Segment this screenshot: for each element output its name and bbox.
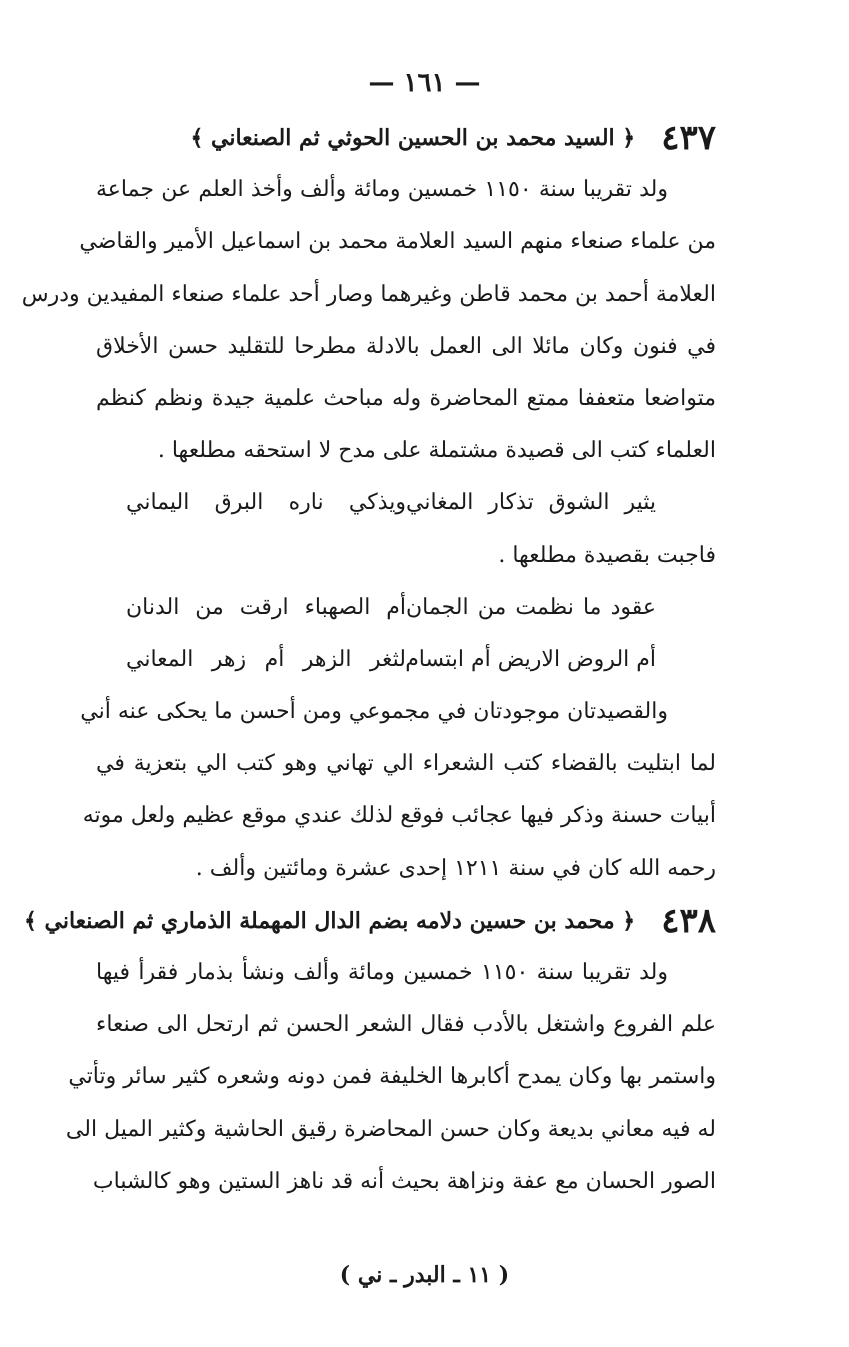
text-line: والقصيدتان موجودتان في مجموعي ومن أحسن ما يحكى عنه أني	[80, 699, 668, 725]
verse-hemistich-first: عقود ما نظمت من الجمان	[406, 594, 656, 620]
signature-mark: ( ١١ ـ البدر ـ ني )	[339, 1262, 510, 1288]
verse-hemistich-second: لثغر الزهر أم زهر المعاني	[126, 646, 406, 672]
verse-hemistich-first: أم الروض الاريض أم ابتسام	[405, 646, 656, 672]
text-line: ولد تقريبا سنة ١١٥٠ خمسين ومائة وألف وأخذ العلم عن جماعة	[96, 177, 668, 203]
text-line: فاجبت بقصيدة مطلعها .	[498, 542, 716, 568]
verse-hemistich-second: ويذكي ناره البرق اليماني	[126, 490, 406, 516]
verse-line	[96, 477, 716, 529]
text-line: في فنون وكان مائلا الى العمل بالادلة مطرحا للتقليد حسن الأخلاق	[96, 333, 716, 359]
entry-437-heading: ﴿ السيد محمد بن الحسين الحوثي ثم الصنعاني ﴾	[190, 125, 636, 151]
text-line: علم الفروع واشتغل بالأدب فقال الشعر الحسن ثم ارتحل الى صنعاء	[96, 1012, 716, 1038]
verse-line	[96, 582, 716, 634]
entry-438-header	[23, 895, 716, 947]
text-line: لما ابتليت بالقضاء كتب الشعراء الي تهاني وهو كتب الي بتعزية في	[96, 751, 716, 777]
verse-hemistich-second: أم الصهباء ارقت من الدنان	[126, 594, 406, 620]
page-number: — ١٦١ —	[368, 68, 481, 98]
entry-437-header	[96, 112, 716, 164]
entry-438-heading: ﴿ محمد بن حسين دلامه بضم الدال المهملة الذماري ثم الصنعاني ﴾	[23, 907, 636, 934]
text-line: ولد تقريبا سنة ١١٥٠ خمسين ومائة وألف ونشأ بذمار فقرأ فيها	[96, 960, 669, 985]
verse-hemistich-first: يثير الشوق تذكار المغاني	[406, 490, 656, 516]
text-line: واستمر بها وكان يمدح أكابرها الخليفة فمن دونه وشعره كثير سائر وتأتي	[68, 1064, 716, 1090]
text-line: الصور الحسان مع عفة ونزاهة بحيث أنه قد ناهز الستين وهو كالشباب	[92, 1168, 716, 1194]
entry-438-number: ٤٣٨	[661, 900, 716, 941]
text-line: العلماء كتب الى قصيدة مشتملة على مدح لا استحقه مطلعها .	[157, 438, 716, 464]
text-line: له فيه معاني بديعة وكان حسن المحاضرة رقيق الحاشية وكثير الميل الى	[65, 1116, 716, 1142]
text-line: متواضعا متعففا ممتع المحاضرة وله مباحث علمية جيدة ونظم كنظم	[96, 385, 716, 411]
text-line: العلامة أحمد بن محمد قاطن وغيرهما وصار أحد علماء صنعاء المفيدين ودرس	[21, 281, 716, 307]
text-line: رحمه الله كان في سنة ١٢١١ إحدى عشرة ومائتين وألف .	[195, 855, 716, 881]
text-line: من علماء صنعاء منهم السيد العلامة محمد بن اسماعيل الأمير والقاضي	[79, 229, 716, 255]
entry-437-number: ٤٣٧	[661, 118, 716, 158]
verse-line	[96, 634, 716, 686]
text-line: أبيات حسنة وذكر فيها عجائب فوقع لذلك عندي موقع عظيم ولعل موته	[82, 803, 716, 829]
body-text	[21, 112, 716, 1208]
